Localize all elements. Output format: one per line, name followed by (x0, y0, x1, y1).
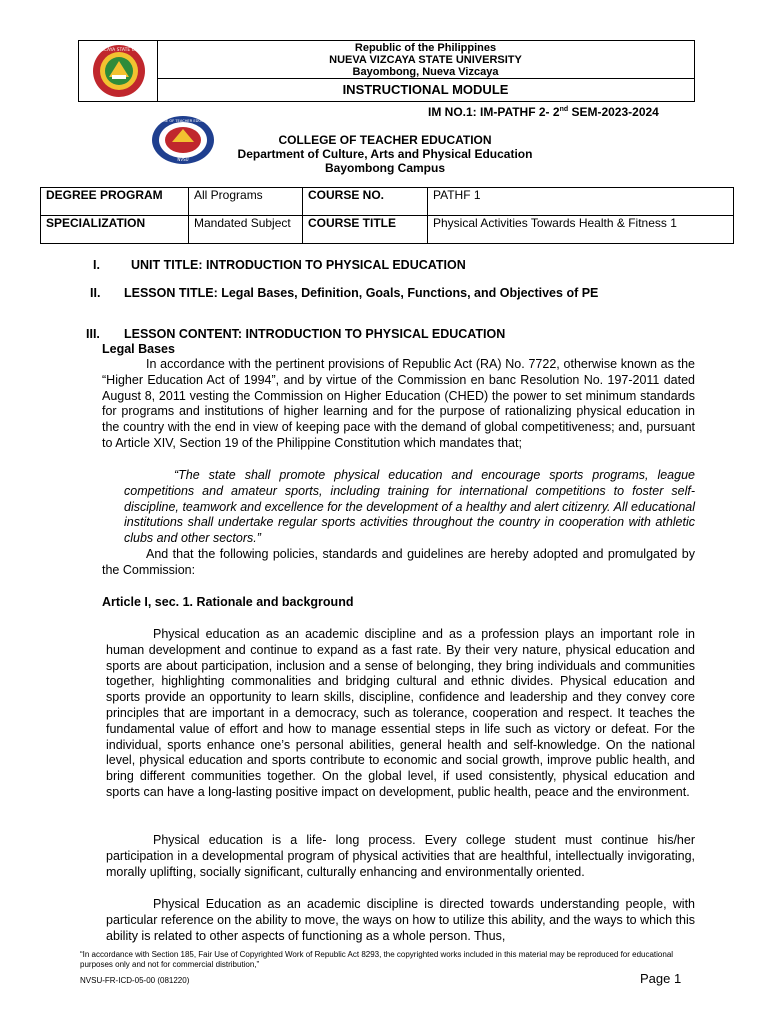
article-paragraph-3: Physical Education as an academic discipline is directed towards understanding people, with particular reference on the ability to move, the ways on how to utilize this ability, and the ways to which this ability is related to other aspects of functioning as a whole person. Thus, (106, 897, 695, 943)
university-location: Bayombong, Nueva Vizcaya (352, 66, 499, 78)
legal-bases-heading: Legal Bases (102, 342, 175, 356)
legal-paragraph-1: In accordance with the pertinent provisions of Republic Act (RA) No. 7722, otherwise known as the “Higher Education Act of 1994”, and by virtue of the Commission en banc Resolution No. 197-2011 dated August 8, 2011 vesting the Commission on Higher Education (CHED) the power to set minimum standards for programs and institutions of higher learning and for the purpose of rationalizing physical education in the country with the end in view of keeping pace with the demand of global competitiveness; and, pursuant to Article XIV, Section 19 of the Philippine Constitution which mandates that; (102, 357, 695, 450)
college-name: COLLEGE OF TEACHER EDUCATION (278, 133, 492, 147)
form-code: NVSU-FR-ICD-05-00 (081220) (80, 976, 190, 985)
table-cell: All Programs (189, 188, 303, 216)
table-cell: DEGREE PROGRAM (41, 188, 189, 216)
constitution-quote: “The state shall promote physical education and encourage sports programs, league competitions and amateur sports, including training for international competitions to foster self- discipline, teamwork and excellence for the development of a healthy and alert citizenry. All educational institutions shall undertake regular sports activities throughout the country in cooperation with athletic clubs and other sectors.” (124, 468, 695, 546)
university-name: NUEVA VIZCAYA STATE UNIVERSITY (329, 54, 522, 66)
logo-cell (79, 41, 158, 101)
table-cell: Mandated Subject (189, 216, 303, 244)
article-paragraph-2: Physical education is a life- long process. Every college student must continue his/her participation in a developmental program of physical activities that are healthful, intellectually invigorating, morally uplifting, socially significant, culturally enhancing and environmentally oriented. (106, 833, 695, 879)
republic-line: Republic of the Philippines (354, 42, 497, 54)
section-lesson-content: III. LESSON CONTENT: INTRODUCTION TO PHYSICAL EDUCATION (86, 327, 506, 341)
college-heading (200, 133, 570, 175)
copyright-note: “In accordance with Section 185, Fair Use of Copyrighted Work of Republic Act 8293, the copyrighted works included in this material may be reproduced for educational purposes only and not for commercial distribution,” (80, 950, 674, 969)
college-seal-lettering: COLLEGE OF TEACHER EDUCATION (151, 119, 215, 123)
campus-name: Bayombong Campus (324, 161, 445, 175)
im-number: IM NO.1: IM-PATHF 2- 2nd SEM-2023-2024 (428, 105, 659, 119)
header-box (78, 40, 695, 102)
table-cell: PATHF 1 (428, 188, 734, 216)
module-title: INSTRUCTIONAL MODULE (342, 82, 509, 97)
table-row (41, 188, 734, 216)
table-cell: SPECIALIZATION (41, 216, 189, 244)
course-info-table (40, 187, 734, 244)
legal-paragraph-2: And that the following policies, standards and guidelines are hereby adopted and promulgated by the Commission: (102, 547, 695, 577)
article-paragraph-1: Physical education as an academic discipline and as a profession plays an important role in human development and continue to expand as a fast rate. By their very nature, physical education and sports are about participation, inclusion and a sense of belonging, they bring individuals and communities together, highlighting commonalities and bridging cultural and ethnic divides. Physical education and sports provide an opportunity to learn skills, discipline, confidence and leadership and they convey core principles that are important in a democracy, such as tolerance, cooperation and respect. It teaches the fundamental value of effort and how to manage essential steps in life such as victory or defeat. For the individual, sports enhance one’s personal abilities, general health and self-knowledge. On the national level, physical education and sports contribute to economic and social growth, improve public health, and bring different communities together. On the global level, if used consistently, physical education and sports can have a long-lasting positive impact on development, public health, peace and the environment. (106, 627, 695, 799)
department-name: Department of Culture, Arts and Physical Education (237, 147, 533, 161)
table-row (41, 216, 734, 244)
table-cell: COURSE TITLE (303, 216, 428, 244)
table-cell: Physical Activities Towards Health & Fitness 1 (428, 216, 734, 244)
section-unit-title: I. UNIT TITLE: INTRODUCTION TO PHYSICAL EDUCATION (93, 258, 466, 272)
page-number: Page 1 (640, 971, 682, 986)
table-cell: COURSE NO. (303, 188, 428, 216)
section-lesson-title: II. LESSON TITLE: Legal Bases, Definition, Goals, Functions, and Objectives of PE (90, 286, 599, 300)
college-seal-sub: NVSU (177, 157, 189, 162)
university-header (157, 41, 694, 79)
university-seal-icon (79, 41, 157, 101)
seal-lettering: NUEVA VIZCAYA STATE UNIVERSITY (79, 48, 157, 53)
article-heading: Article I, sec. 1. Rationale and background (102, 595, 354, 609)
